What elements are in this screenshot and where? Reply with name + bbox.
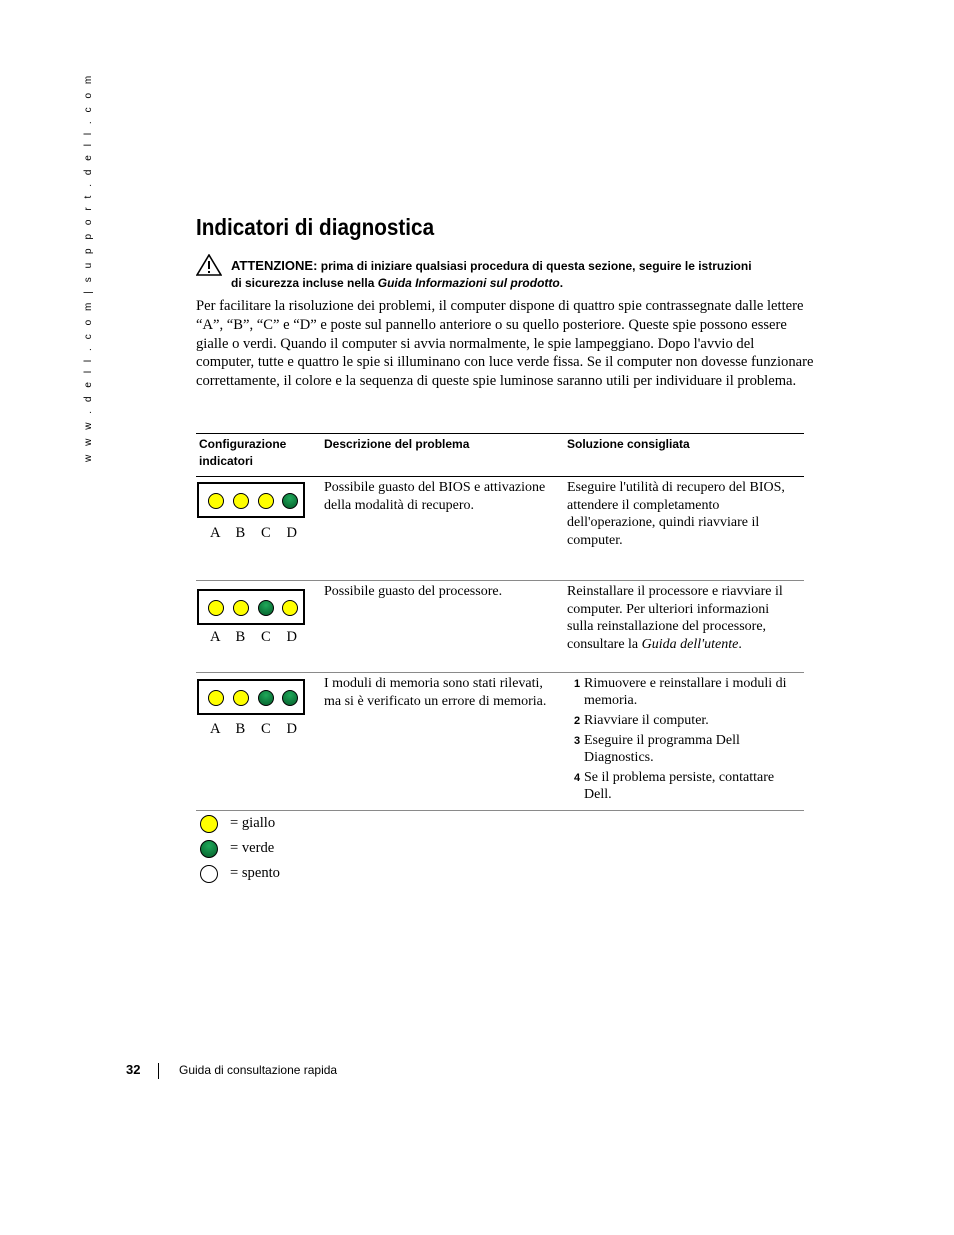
step-number: 4 — [574, 772, 581, 784]
caution-end: . — [559, 276, 564, 290]
led-d-icon — [282, 600, 298, 616]
legend-label: = verde — [230, 840, 275, 856]
led-a-icon — [208, 690, 224, 706]
list-item — [574, 732, 804, 766]
led-letters — [210, 721, 312, 738]
footer-title: Guida di consultazione rapida — [179, 1063, 338, 1077]
recommended-solution — [567, 583, 792, 653]
letter-d: D — [286, 721, 298, 737]
recommended-solution: Eseguire l'utilità di recupero del BIOS, attendere il completamento dell'operazione, quindi riavviare il computer. — [567, 480, 785, 548]
led-panel — [197, 589, 305, 625]
letter-d: D — [286, 629, 298, 645]
led-panel — [197, 679, 305, 715]
caution-triangle-icon — [196, 254, 222, 276]
solution-end: . — [738, 636, 742, 652]
caution-guide-name: Guida Informazioni sul prodotto — [377, 276, 560, 290]
solution-guide-name: Guida dell'utente — [641, 636, 739, 652]
page-title: Indicatori di diagnostica — [196, 214, 435, 240]
led-c-icon — [258, 600, 274, 616]
header-description: Descrizione del problema — [324, 437, 470, 451]
led-panel — [197, 482, 305, 518]
step-text: Eseguire il programma Dell Diagnostics. — [584, 733, 740, 765]
caution-text: prima di iniziare qualsiasi procedura di questa sezione, seguire le istruzioni — [317, 259, 752, 273]
sidebar-url — [83, 72, 97, 462]
step-text: Se il problema persiste, contattare Dell. — [584, 770, 775, 802]
led-letters — [210, 525, 312, 542]
letter-b: B — [235, 721, 246, 737]
letter-a: A — [210, 721, 221, 737]
step-number: 1 — [574, 678, 581, 690]
header-solution: Soluzione consigliata — [567, 437, 690, 451]
sidebar-url-text: w w w . d e l l . c o m | s u p p o r t . d e l l . c o m — [83, 72, 94, 462]
led-c-icon — [258, 690, 274, 706]
green-led-icon — [200, 840, 218, 858]
problem-description: Possibile guasto del processore. — [324, 584, 503, 599]
diagnostic-table — [196, 433, 804, 811]
led-c-icon — [258, 493, 274, 509]
list-item — [574, 675, 804, 709]
header-config-line2: indicatori — [199, 454, 254, 468]
led-b-icon — [233, 493, 249, 509]
caution-text-line2: di sicurezza incluse nella — [231, 276, 378, 290]
letter-d: D — [286, 525, 298, 541]
legend-label: = giallo — [230, 815, 276, 831]
solution-text: Reinstallare il processore e riavviare il computer. Per ulteriori informazioni sulla reinstallazione del processore, consultare la — [567, 584, 783, 652]
step-number: 3 — [574, 735, 581, 747]
intro-paragraph: Per facilitare la risoluzione dei problemi, il computer dispone di quattro spie contrassegnate dalle lettere “A”, “B”, “C” e “D” e poste sul pannello anteriore o su quello posteriore. Queste spie possono essere gialle o verdi. Quando il computer si avvia normalmente, le spie lampeggiano. Dopo l'avvio del computer, tutte e quattro le spie si illuminano con luce verde fissa. Se il computer non dovesse funzionare correttamente, il colore e la sequenza di queste spie luminose saranno utili per individuare il problema. — [196, 298, 814, 390]
led-b-icon — [233, 690, 249, 706]
letter-a: A — [210, 629, 221, 645]
letter-b: B — [235, 629, 246, 645]
letter-b: B — [235, 525, 246, 541]
table-row — [196, 477, 804, 581]
led-b-icon — [233, 600, 249, 616]
list-item — [574, 712, 804, 729]
off-led-icon — [200, 865, 218, 883]
footer-divider — [158, 1063, 159, 1079]
letter-c: C — [261, 629, 271, 645]
letter-c: C — [261, 721, 271, 737]
led-d-icon — [282, 690, 298, 706]
header-config — [199, 436, 286, 470]
table-row — [196, 581, 804, 673]
page-number: 32 — [126, 1062, 141, 1077]
led-letters — [210, 629, 312, 646]
step-text: Riavviare il computer. — [584, 713, 709, 728]
step-number: 2 — [574, 715, 581, 727]
yellow-led-icon — [200, 815, 218, 833]
table-row — [196, 673, 804, 811]
legend-label: = spento — [230, 865, 280, 881]
letter-a: A — [210, 525, 221, 541]
letter-c: C — [261, 525, 271, 541]
step-text: Rimuovere e reinstallare i moduli di memoria. — [584, 676, 787, 708]
list-item — [574, 769, 804, 803]
problem-description: Possibile guasto del BIOS e attivazione della modalità di recupero. — [324, 480, 546, 513]
header-config-line1: Configurazione — [199, 437, 287, 451]
led-a-icon — [208, 600, 224, 616]
problem-description: I moduli di memoria sono stati rilevati, ma si è verificato un errore di memoria. — [324, 676, 547, 709]
led-a-icon — [208, 493, 224, 509]
solution-steps — [574, 675, 804, 806]
table-header — [196, 434, 804, 477]
caution-notice — [231, 257, 831, 292]
led-d-icon — [282, 493, 298, 509]
caution-label: ATTENZIONE: — [231, 258, 318, 273]
